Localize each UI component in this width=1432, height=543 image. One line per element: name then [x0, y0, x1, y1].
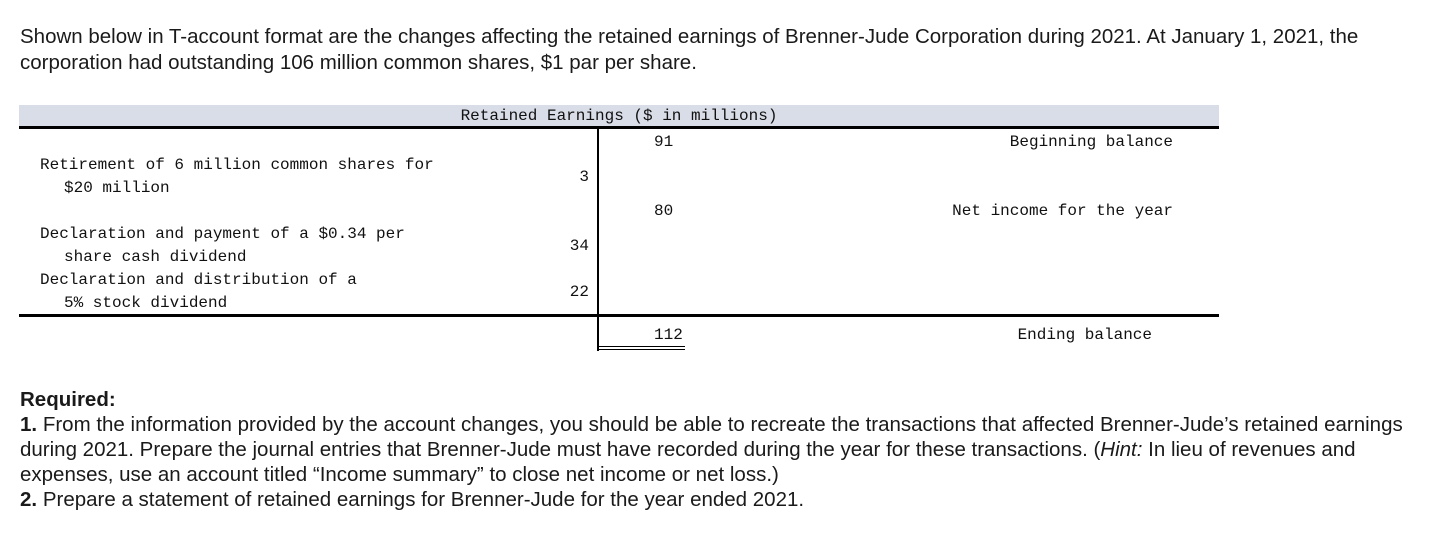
- item-1-number: 1.: [20, 413, 38, 436]
- beginning-balance-label: Beginning balance: [1009, 133, 1173, 151]
- debit-amount: 34: [569, 237, 589, 255]
- item-1-text-b: In lieu of revenues and expenses, use an account titled “Income summary” to close net income or net loss.): [20, 438, 1356, 486]
- debit-desc-line2: $20 million: [64, 179, 170, 197]
- ending-balance-double-underline-bottom: [599, 349, 685, 350]
- required-item-1: [20, 412, 1430, 487]
- item-1-text-a: From the information provided by the account changes, you should be able to recreate the transactions that affected Brenner-Jude’s retained earnings during 2021. Prepare the journal entries that Brenner-Jude must have recorded during the year for these transactions. (: [20, 413, 1403, 461]
- ending-balance-amount: 112: [654, 326, 683, 344]
- item-1-hint-label: Hint:: [1100, 438, 1143, 461]
- beginning-balance-amount: 91: [654, 133, 674, 151]
- net-income-label: Net income for the year: [952, 202, 1173, 220]
- required-section: [20, 387, 1430, 512]
- intro-paragraph: Shown below in T-account format are the changes affecting the retained earnings of Brenner-Jude Corporation during 2021. At January 1, 2021, the corporation had outstanding 106 million common shares, $1 par per share.: [20, 25, 1359, 74]
- net-income-amount: 80: [654, 202, 674, 220]
- debit-desc-line1: Declaration and payment of a $0.34 per: [40, 225, 405, 243]
- ending-balance-label: Ending balance: [1017, 326, 1152, 344]
- item-2-number: 2.: [20, 488, 38, 511]
- debit-desc-line1: Declaration and distribution of a: [40, 271, 357, 289]
- t-account-header: [19, 105, 1219, 129]
- debit-amount: 22: [569, 283, 589, 301]
- debit-amount: 3: [579, 168, 589, 186]
- t-account-center-line: [597, 129, 599, 351]
- retained-earnings-t-account: [19, 105, 1219, 355]
- debit-desc-line1: Retirement of 6 million common shares for: [40, 156, 434, 174]
- debit-desc-line2: share cash dividend: [64, 248, 247, 266]
- required-item-2: [20, 487, 1430, 512]
- debit-desc-line2: 5% stock dividend: [64, 294, 228, 312]
- item-2-text: Prepare a statement of retained earnings for Brenner-Jude for the year ended 2021.: [42, 488, 805, 511]
- t-account-title: Retained Earnings ($ in millions): [460, 107, 778, 125]
- required-heading: Required:: [20, 388, 116, 411]
